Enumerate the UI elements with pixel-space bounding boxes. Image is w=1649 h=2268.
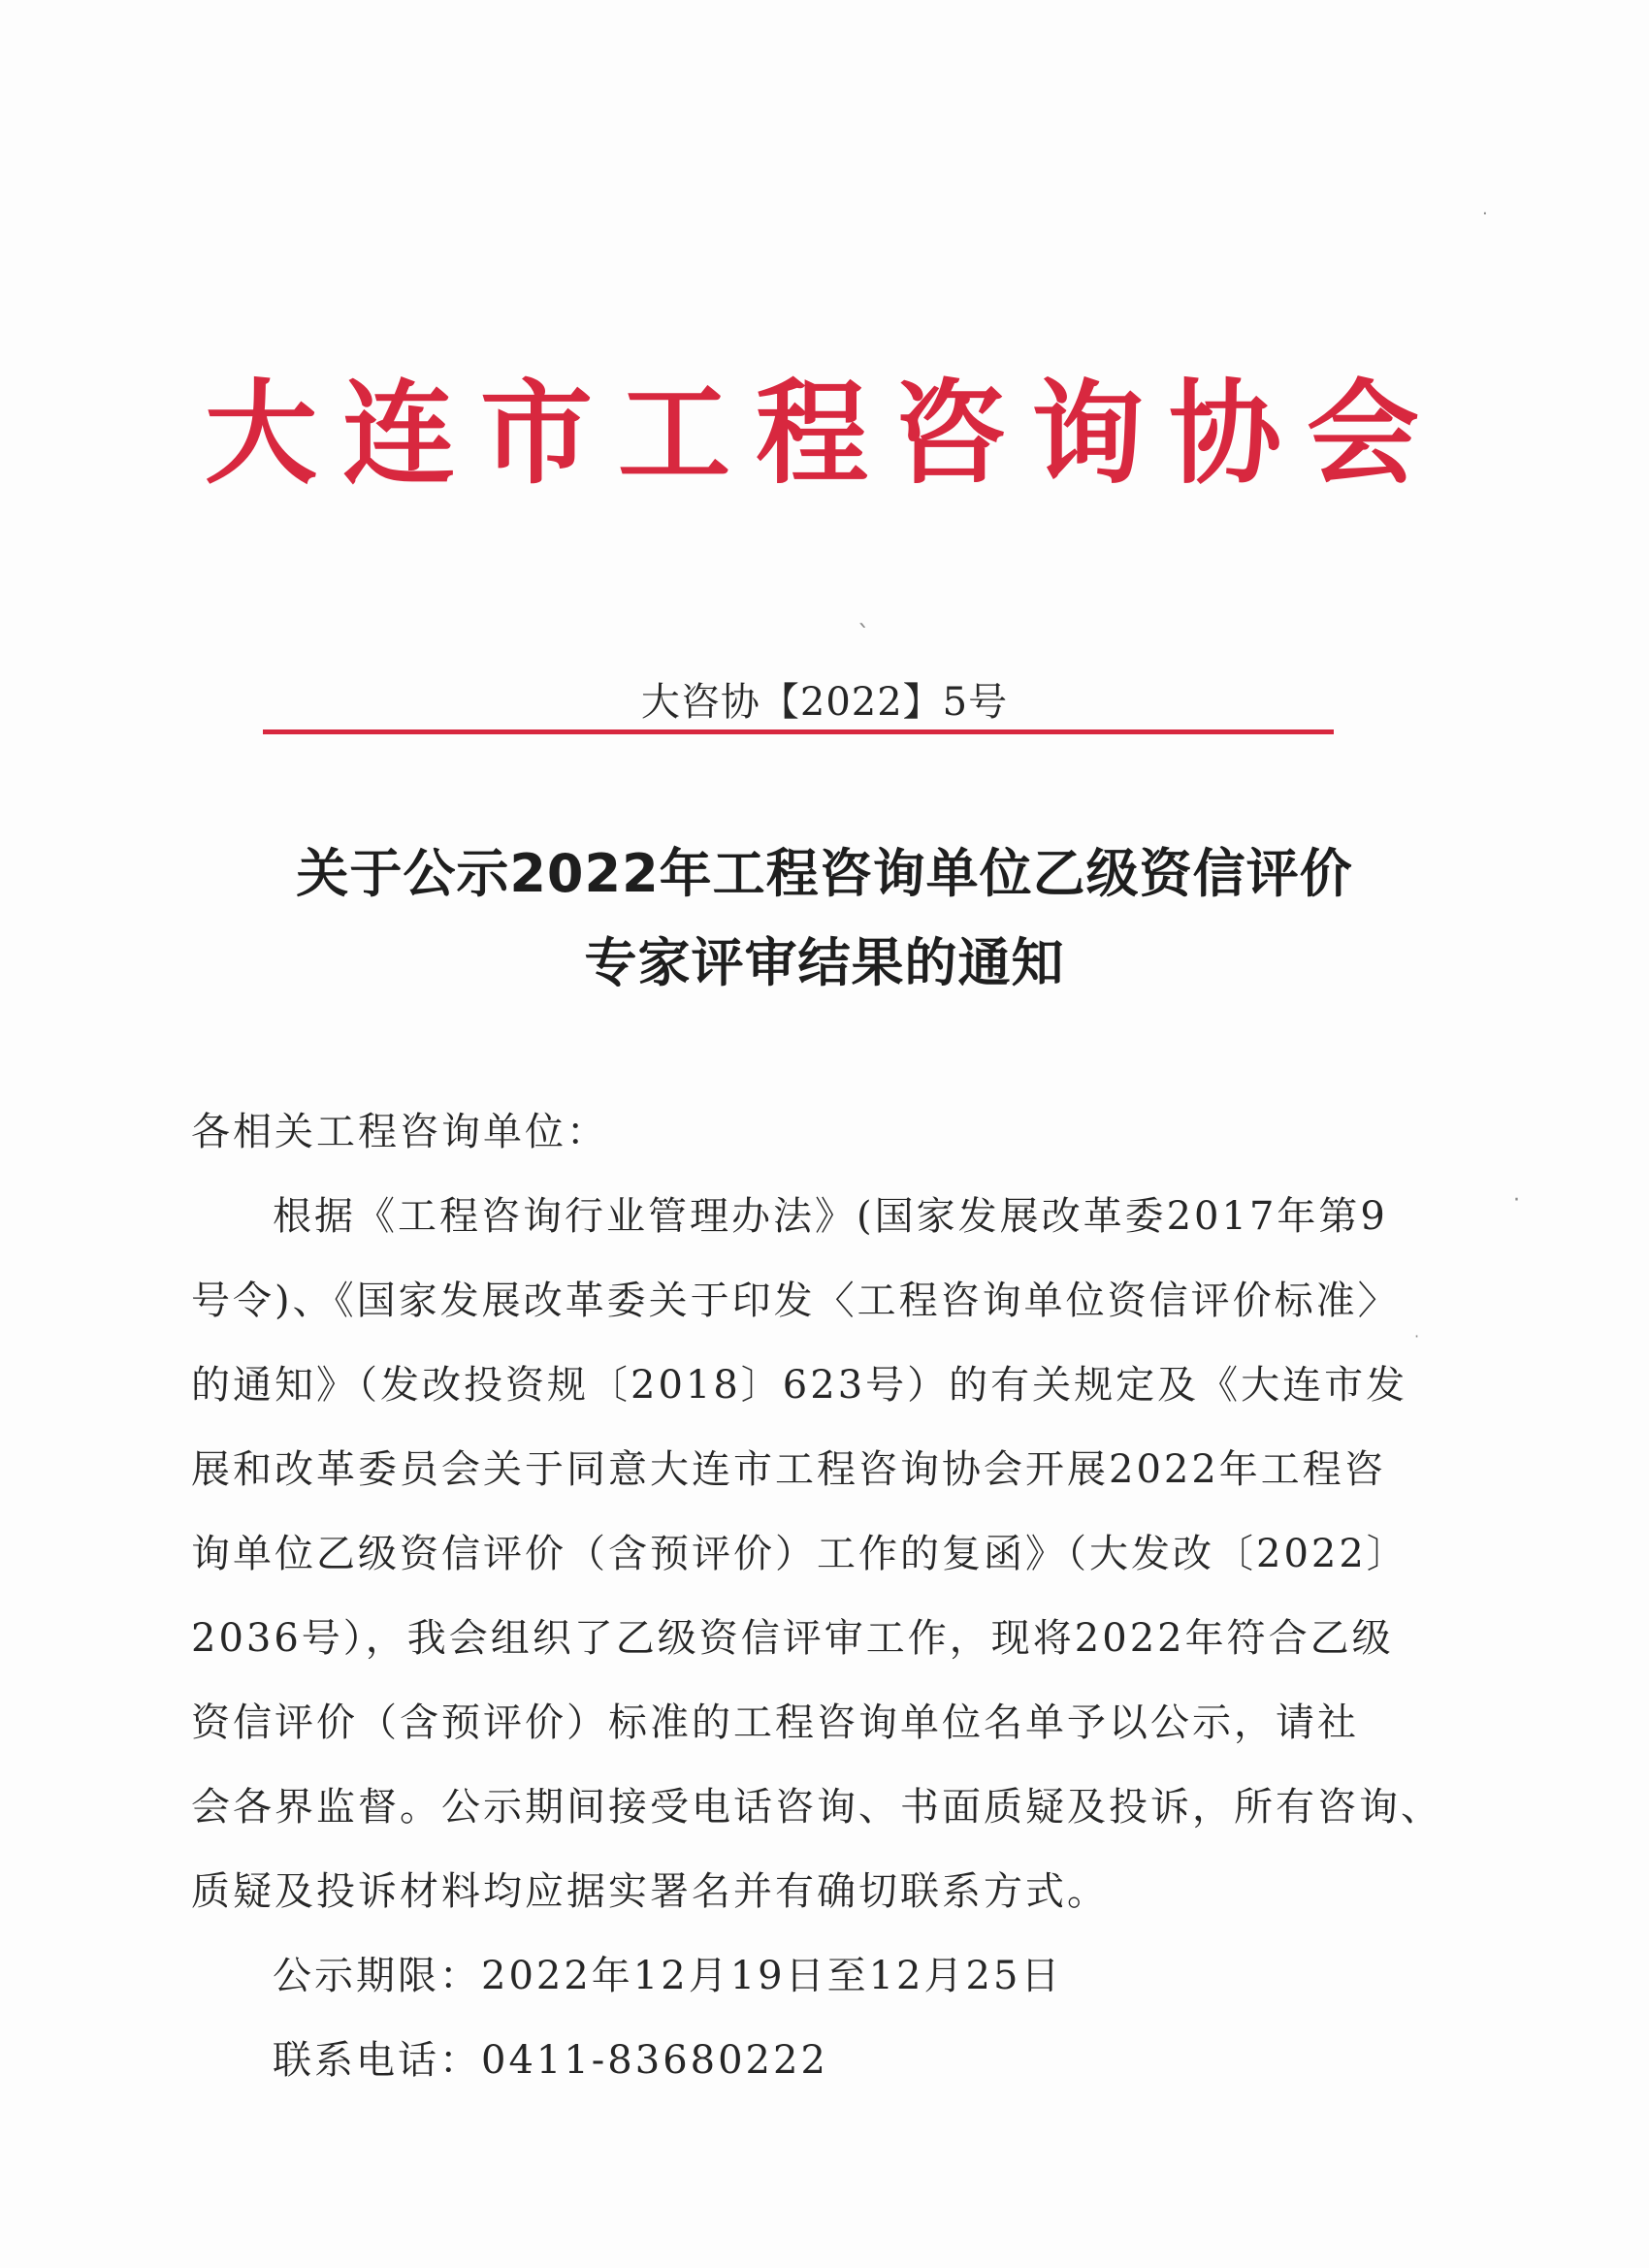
salutation: 各相关工程咨询单位： xyxy=(191,1110,608,1154)
paragraph-line: 展和改革委员会关于同意大连市工程咨询协会开展2022年工程咨 xyxy=(191,1447,1386,1492)
scan-speck: · xyxy=(1482,204,1488,224)
red-divider-line xyxy=(263,729,1334,734)
notice-title-line-2: 专家评审结果的通知 xyxy=(584,932,1065,993)
contact-phone: 联系电话：0411-83680222 xyxy=(273,2038,828,2083)
notice-title-line-1: 关于公示2022年工程咨询单位乙级资信评价 xyxy=(296,843,1353,904)
paragraph-line: 质疑及投诉材料均应据实署名并有确切联系方式。 xyxy=(191,1869,1109,1914)
paragraph-line: 的通知》（发改投资规〔2018〕623号）的有关规定及《大连市发 xyxy=(191,1363,1408,1408)
paragraph-line: 询单位乙级资信评价（含预评价）工作的复函》（大发改〔2022〕 xyxy=(191,1532,1408,1576)
paragraph-line: 2036号），我会组织了乙级资信评审工作，现将2022年符合乙级 xyxy=(191,1616,1394,1661)
scan-speck: ˎ xyxy=(857,599,870,629)
organization-header: 大连市工程咨询协会 xyxy=(205,369,1444,500)
paragraph-line: 号令)、《国家发展改革委关于印发〈工程咨询单位资信评价标准〉 xyxy=(191,1279,1400,1323)
scan-speck: · xyxy=(1513,1188,1520,1213)
scan-speck: · xyxy=(1414,1327,1420,1345)
paragraph-line: 资信评价（含预评价）标准的工程咨询单位名单予以公示，请社 xyxy=(191,1701,1359,1745)
document-number: 大咨协【2022】5号 xyxy=(640,680,1009,725)
publicity-period: 公示期限：2022年12月19日至12月25日 xyxy=(273,1954,1063,1998)
paragraph-line: 会各界监督。公示期间接受电话咨询、书面质疑及投诉，所有咨询、 xyxy=(191,1785,1442,1830)
paragraph-line: 根据《工程咨询行业管理办法》(国家发展改革委2017年第9 xyxy=(273,1194,1388,1239)
